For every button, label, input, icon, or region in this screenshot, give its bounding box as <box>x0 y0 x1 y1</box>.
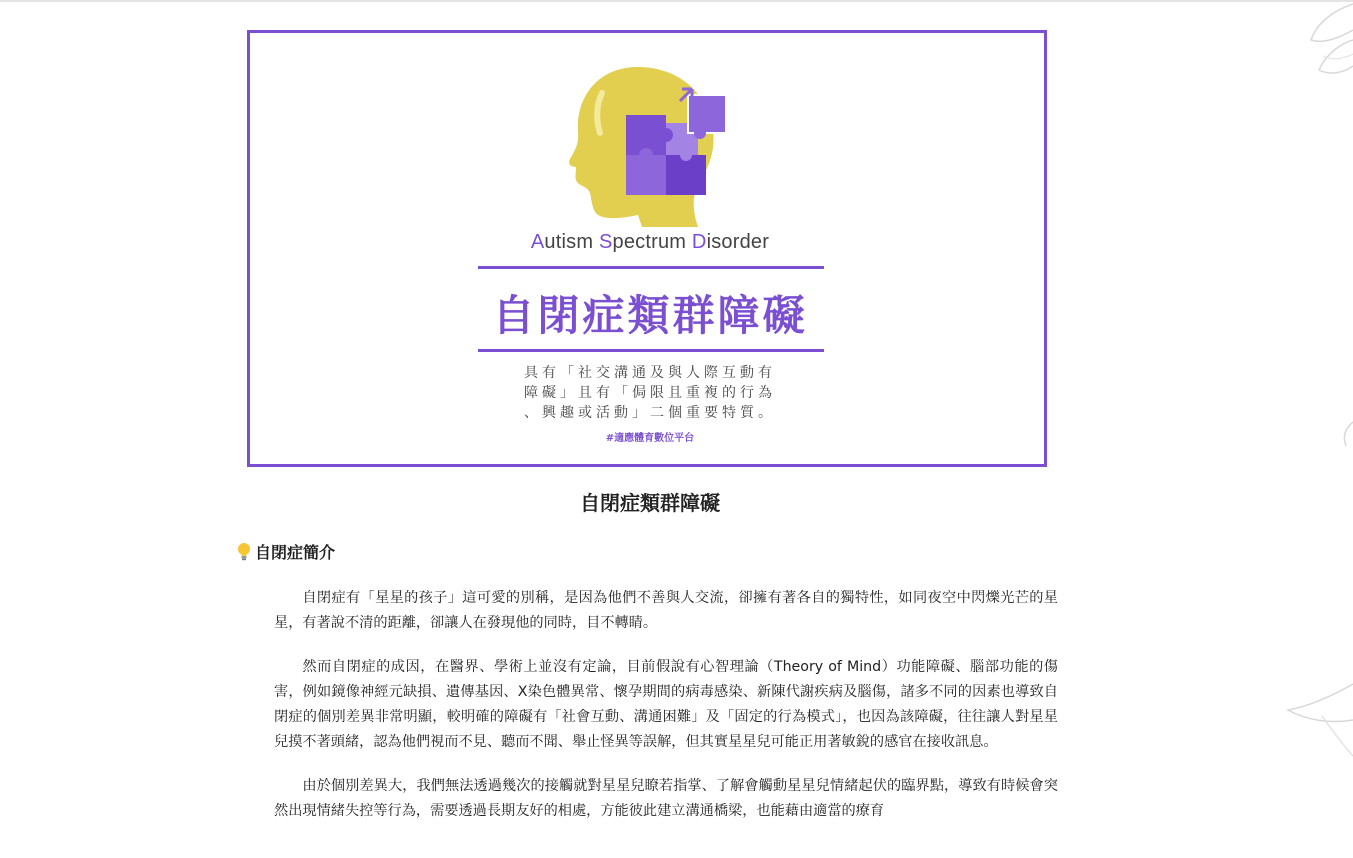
asd-chinese-title: 自閉症類群障礙 <box>492 291 808 340</box>
asd-description <box>480 363 820 423</box>
description-line: 具有「社交溝通及與人際互動有 <box>524 365 776 381</box>
section-heading-text: 自閉症簡介 <box>255 543 336 562</box>
top-divider <box>0 0 1353 2</box>
article-body <box>274 586 1058 842</box>
article-paragraph: 由於個別差異大，我們無法透過幾次的接觸就對星星兒瞭若指掌、了解會觸動星星兒情緒起伏的臨界點，導致有時候會突然出現情緒失控等行為，需要透過長期友好的相處，方能彼此建立溝通橋梁，也能藉由適當的療育 <box>274 777 1058 820</box>
description-line: 、興趣或活動」二個重要特質。 <box>524 405 776 421</box>
leaf-decoration-icon <box>1295 0 1353 90</box>
bottom-rule-line <box>478 349 824 352</box>
top-rule-line <box>478 266 824 269</box>
leaf-decoration-icon <box>1282 680 1353 760</box>
section-heading <box>236 540 335 563</box>
article-paragraph: 自閉症有「星星的孩子」這可愛的別稱，是因為他們不善與人交流，卻擁有著各自的獨特性，如同夜空中閃爍光芒的星星，有著說不清的距離，卻讓人在發現他的同時，目不轉睛。 <box>274 590 1058 632</box>
head-puzzle-icon <box>568 59 738 229</box>
asd-infographic <box>247 30 1047 467</box>
description-line: 障礙」且有「侷限且重複的行為 <box>524 385 776 401</box>
article-paragraph: 然而自閉症的成因，在醫界、學術上並沒有定論，目前假說有心智理論（Theory of Mind）功能障礙、腦部功能的傷害，例如鏡像神經元缺損、遺傳基因、X染色體異常、懷孕期間的病毒感染、新陳代謝疾病及腦傷，諸多不同的因素也導致自閉症的個別差異非常明顯，較明確的障礙有「社會互動、溝通困難」及「固定的行為模式」，也因為該障礙，往往讓人對星星兒摸不著頭緒，認為他們視而不見、聽而不聞、舉止怪異等誤解，但其實星星兒可能正用著敏銳的感官在接收訊息。 <box>274 658 1058 751</box>
leaf-decoration-icon <box>1340 420 1353 450</box>
image-caption: 自閉症類群障礙 <box>580 491 720 515</box>
asd-english-subtitle: Autism Spectrum Disorder <box>530 231 770 253</box>
lightbulb-icon <box>236 542 252 562</box>
platform-hashtag: #適應體育數位平台 <box>605 433 695 444</box>
